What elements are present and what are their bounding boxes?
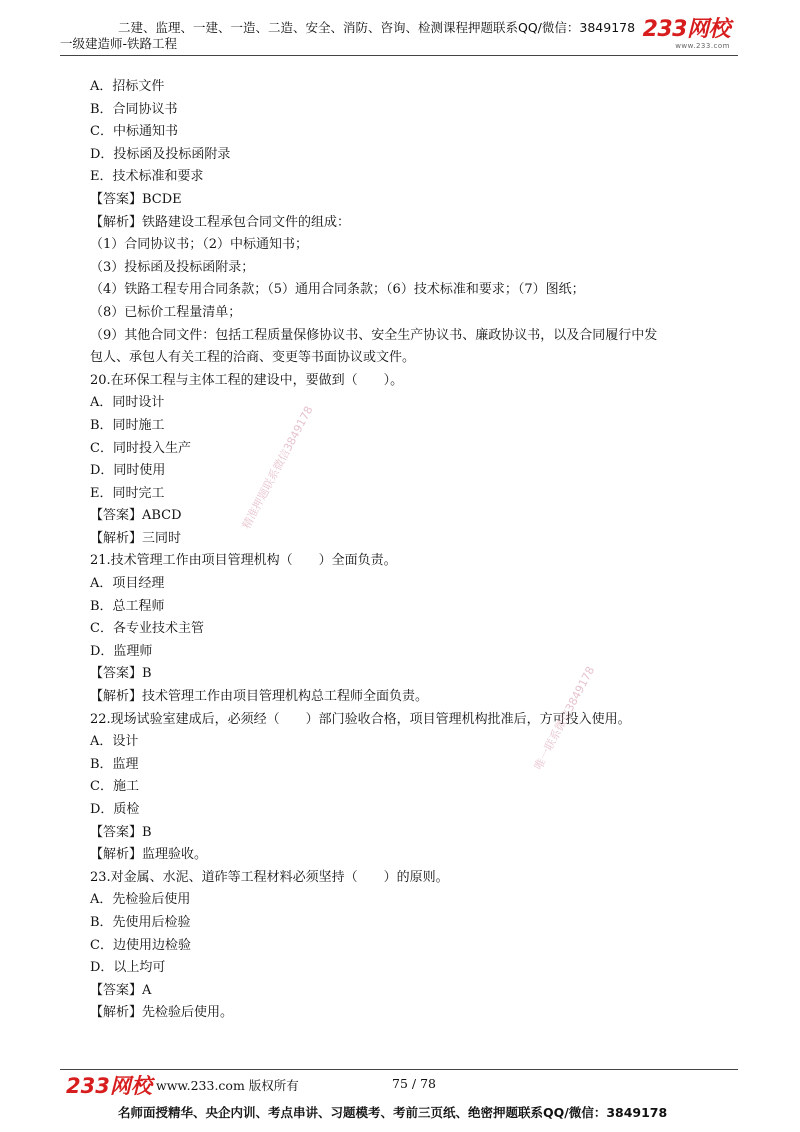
brand-logo bbox=[643, 18, 730, 50]
document-body bbox=[90, 76, 730, 1025]
brand-logo-url: www.233.com bbox=[675, 42, 730, 50]
text-line: B．合同协议书 bbox=[90, 101, 178, 117]
text-line: 【解析】监理验收。 bbox=[90, 847, 208, 863]
text-line: C．施工 bbox=[90, 779, 139, 795]
text-line: 包人、承包人有关工程的洽商、变更等书面协议或文件。 bbox=[90, 350, 416, 366]
footer-promo-text: 名师面授精华、央企内训、考点串讲、习题模考、考前三页纸、绝密押题联系QQ/微信：3849178 bbox=[118, 1105, 668, 1120]
header-divider bbox=[60, 55, 738, 56]
text-line: B．监理 bbox=[90, 756, 139, 772]
text-line: 20.在环保工程与主体工程的建设中，要做到（ ）。 bbox=[90, 372, 404, 388]
text-line: 【答案】B bbox=[90, 824, 152, 840]
text-line: A．先检验后使用 bbox=[90, 892, 191, 908]
text-line: A．招标文件 bbox=[90, 79, 165, 94]
text-line: D．同时使用 bbox=[90, 463, 166, 479]
text-line: C．中标通知书 bbox=[90, 124, 178, 140]
text-line: 【解析】先检验后使用。 bbox=[90, 1005, 234, 1021]
text-line: B．同时施工 bbox=[90, 417, 165, 433]
text-line: （9）其他合同文件：包括工程质量保修协议书、安全生产协议书、廉政协议书，以及合同履行中发 bbox=[90, 327, 658, 343]
text-line: E．技术标准和要求 bbox=[90, 169, 204, 185]
text-line: C．各专业技术主管 bbox=[90, 621, 204, 637]
text-line: C．边使用边检验 bbox=[90, 937, 191, 953]
text-line: D．投标函及投标函附录 bbox=[90, 146, 231, 162]
text-line: 【答案】BCDE bbox=[90, 191, 182, 207]
watermark-stamp: 精准押题联系微信3849178 bbox=[239, 403, 316, 532]
brand-logo-text: 233网校 bbox=[642, 17, 730, 42]
text-line: D．质检 bbox=[90, 802, 140, 817]
text-line: D．监理师 bbox=[90, 643, 153, 659]
header-subtitle: 一级建造师-铁路工程 bbox=[60, 36, 178, 51]
text-line: E．同时完工 bbox=[90, 485, 165, 501]
text-line: （8）已标价工程量清单； bbox=[90, 304, 242, 320]
text-line: 【答案】A bbox=[90, 982, 152, 998]
text-line: 23.对金属、水泥、道砟等工程材料必须坚持（ ）的原则。 bbox=[90, 869, 449, 885]
watermark-stamp: 唯一联系微信3849178 bbox=[531, 664, 598, 773]
footer-divider bbox=[60, 1069, 738, 1070]
footer-logo: 233网校 bbox=[66, 1074, 152, 1098]
header-promo-text: 二建、监理、一建、一造、二造、安全、消防、咨询、检测课程押题联系QQ/微信：3849178 bbox=[118, 20, 636, 35]
footer-copyright: www.233.com 版权所有 bbox=[156, 1078, 299, 1093]
text-line: A．同时设计 bbox=[90, 395, 165, 411]
text-line: （4）铁路工程专用合同条款；（5）通用合同条款；（6）技术标准和要求；（7）图纸； bbox=[90, 282, 585, 298]
text-line: D．以上均可 bbox=[90, 960, 166, 976]
text-line: 22.现场试验室建成后，必须经（ ）部门验收合格，项目管理机构批准后，方可投入使用。 bbox=[90, 711, 631, 727]
text-line: 【解析】三同时 bbox=[90, 530, 182, 546]
text-line: 【答案】ABCD bbox=[90, 508, 182, 524]
text-line: 21.技术管理工作由项目管理机构（ ）全面负责。 bbox=[90, 553, 397, 569]
text-line: 【解析】技术管理工作由项目管理机构总工程师全面负责。 bbox=[90, 689, 429, 705]
text-line: （1）合同协议书；（2）中标通知书； bbox=[90, 237, 309, 253]
text-line: （3）投标函及投标函附录； bbox=[90, 259, 255, 275]
text-line: A．设计 bbox=[90, 734, 139, 750]
text-line: 【答案】B bbox=[90, 666, 152, 682]
text-line: B．总工程师 bbox=[90, 598, 165, 614]
text-line: B．先使用后检验 bbox=[90, 914, 191, 930]
text-line: 【解析】铁路建设工程承包合同文件的组成： bbox=[90, 214, 351, 230]
page-number: 75 / 78 bbox=[392, 1076, 436, 1091]
text-line: C．同时投入生产 bbox=[90, 440, 191, 456]
text-line: A．项目经理 bbox=[90, 576, 165, 592]
